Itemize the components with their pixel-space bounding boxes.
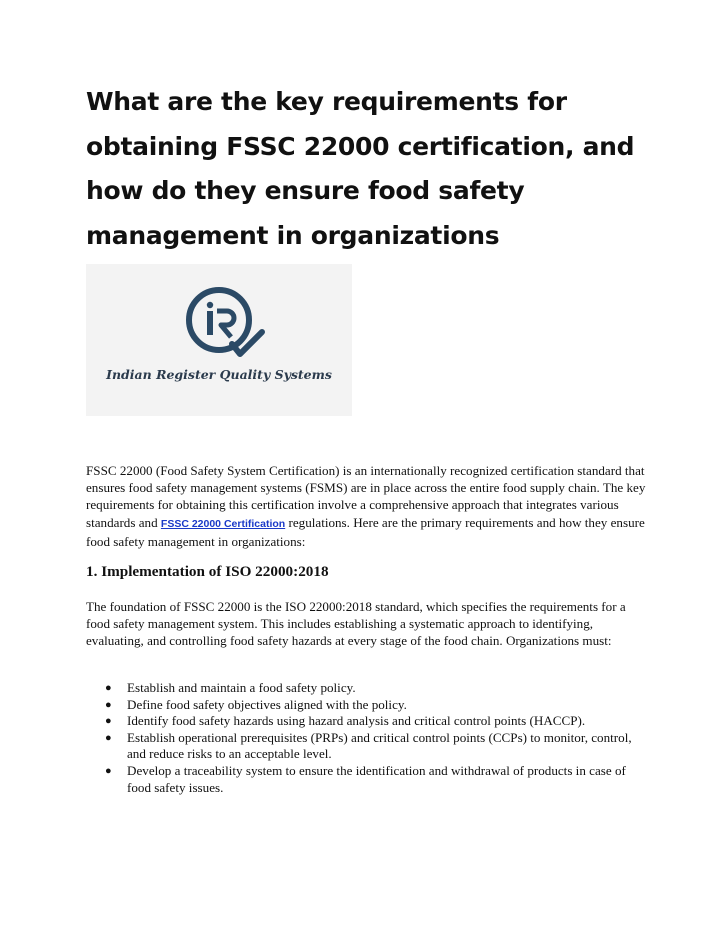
list-item	[86, 680, 646, 697]
fssc-certification-link[interactable]: FSSC 22000 Certification	[160, 517, 286, 530]
intro-paragraph	[86, 462, 646, 550]
intro-text-end: regulations. Here are the primary requirements and how they ensure food safety management in organizations:	[86, 514, 645, 549]
list-item	[86, 713, 646, 730]
bullet-icon: ●	[105, 715, 112, 728]
list-item-text: Develop a traceability system to ensure the identification and withdrawal of products in case of food safety issues.	[127, 762, 626, 795]
company-logo	[86, 264, 352, 416]
list-item-text: Establish and maintain a food safety policy.	[127, 680, 356, 695]
section-heading: 1. Implementation of ISO 22000:2018	[86, 563, 329, 580]
section-paragraph: The foundation of FSSC 22000 is the ISO 22000:2018 standard, which specifies the requirements for a food safety management system. This includes establishing a systematic approach to identifying, evaluating, and controlling food safety hazards at every stage of the food chain. Organizations must:	[86, 599, 626, 649]
list-item-text: Establish operational prerequisites (PRPs) and critical control points (CCPs) to monitor, control, and reduce risks to an acceptable level.	[127, 729, 632, 762]
bullet-icon: ●	[105, 682, 112, 694]
list-item	[86, 697, 646, 714]
bullet-icon: ●	[105, 731, 112, 744]
requirements-list	[86, 680, 646, 796]
bullet-icon: ●	[105, 698, 112, 711]
list-item-text: Define food safety objectives aligned with the policy.	[127, 696, 407, 712]
list-item	[86, 763, 646, 796]
bullet-icon: ●	[105, 764, 112, 777]
list-item	[86, 730, 646, 763]
page-title: What are the key requirements for obtaining FSSC 22000 certification, and how do they ensure food safety management in organizations	[86, 87, 635, 250]
irq-logo-mark-icon	[86, 264, 352, 416]
logo-text: Indian Register Quality Systems	[106, 367, 332, 382]
intro-text-start: FSSC 22000 (Food Safety System Certification) is an internationally recognized certification standard that ensures food safety management systems (FSMS) are in place across the entire food supply chain. The key requirements for obtaining this certification involve a comprehensive approach that integrates various standards and	[86, 463, 646, 530]
list-item-text: Identify food safety hazards using hazard analysis and critical control points (HACCP).	[127, 713, 586, 729]
